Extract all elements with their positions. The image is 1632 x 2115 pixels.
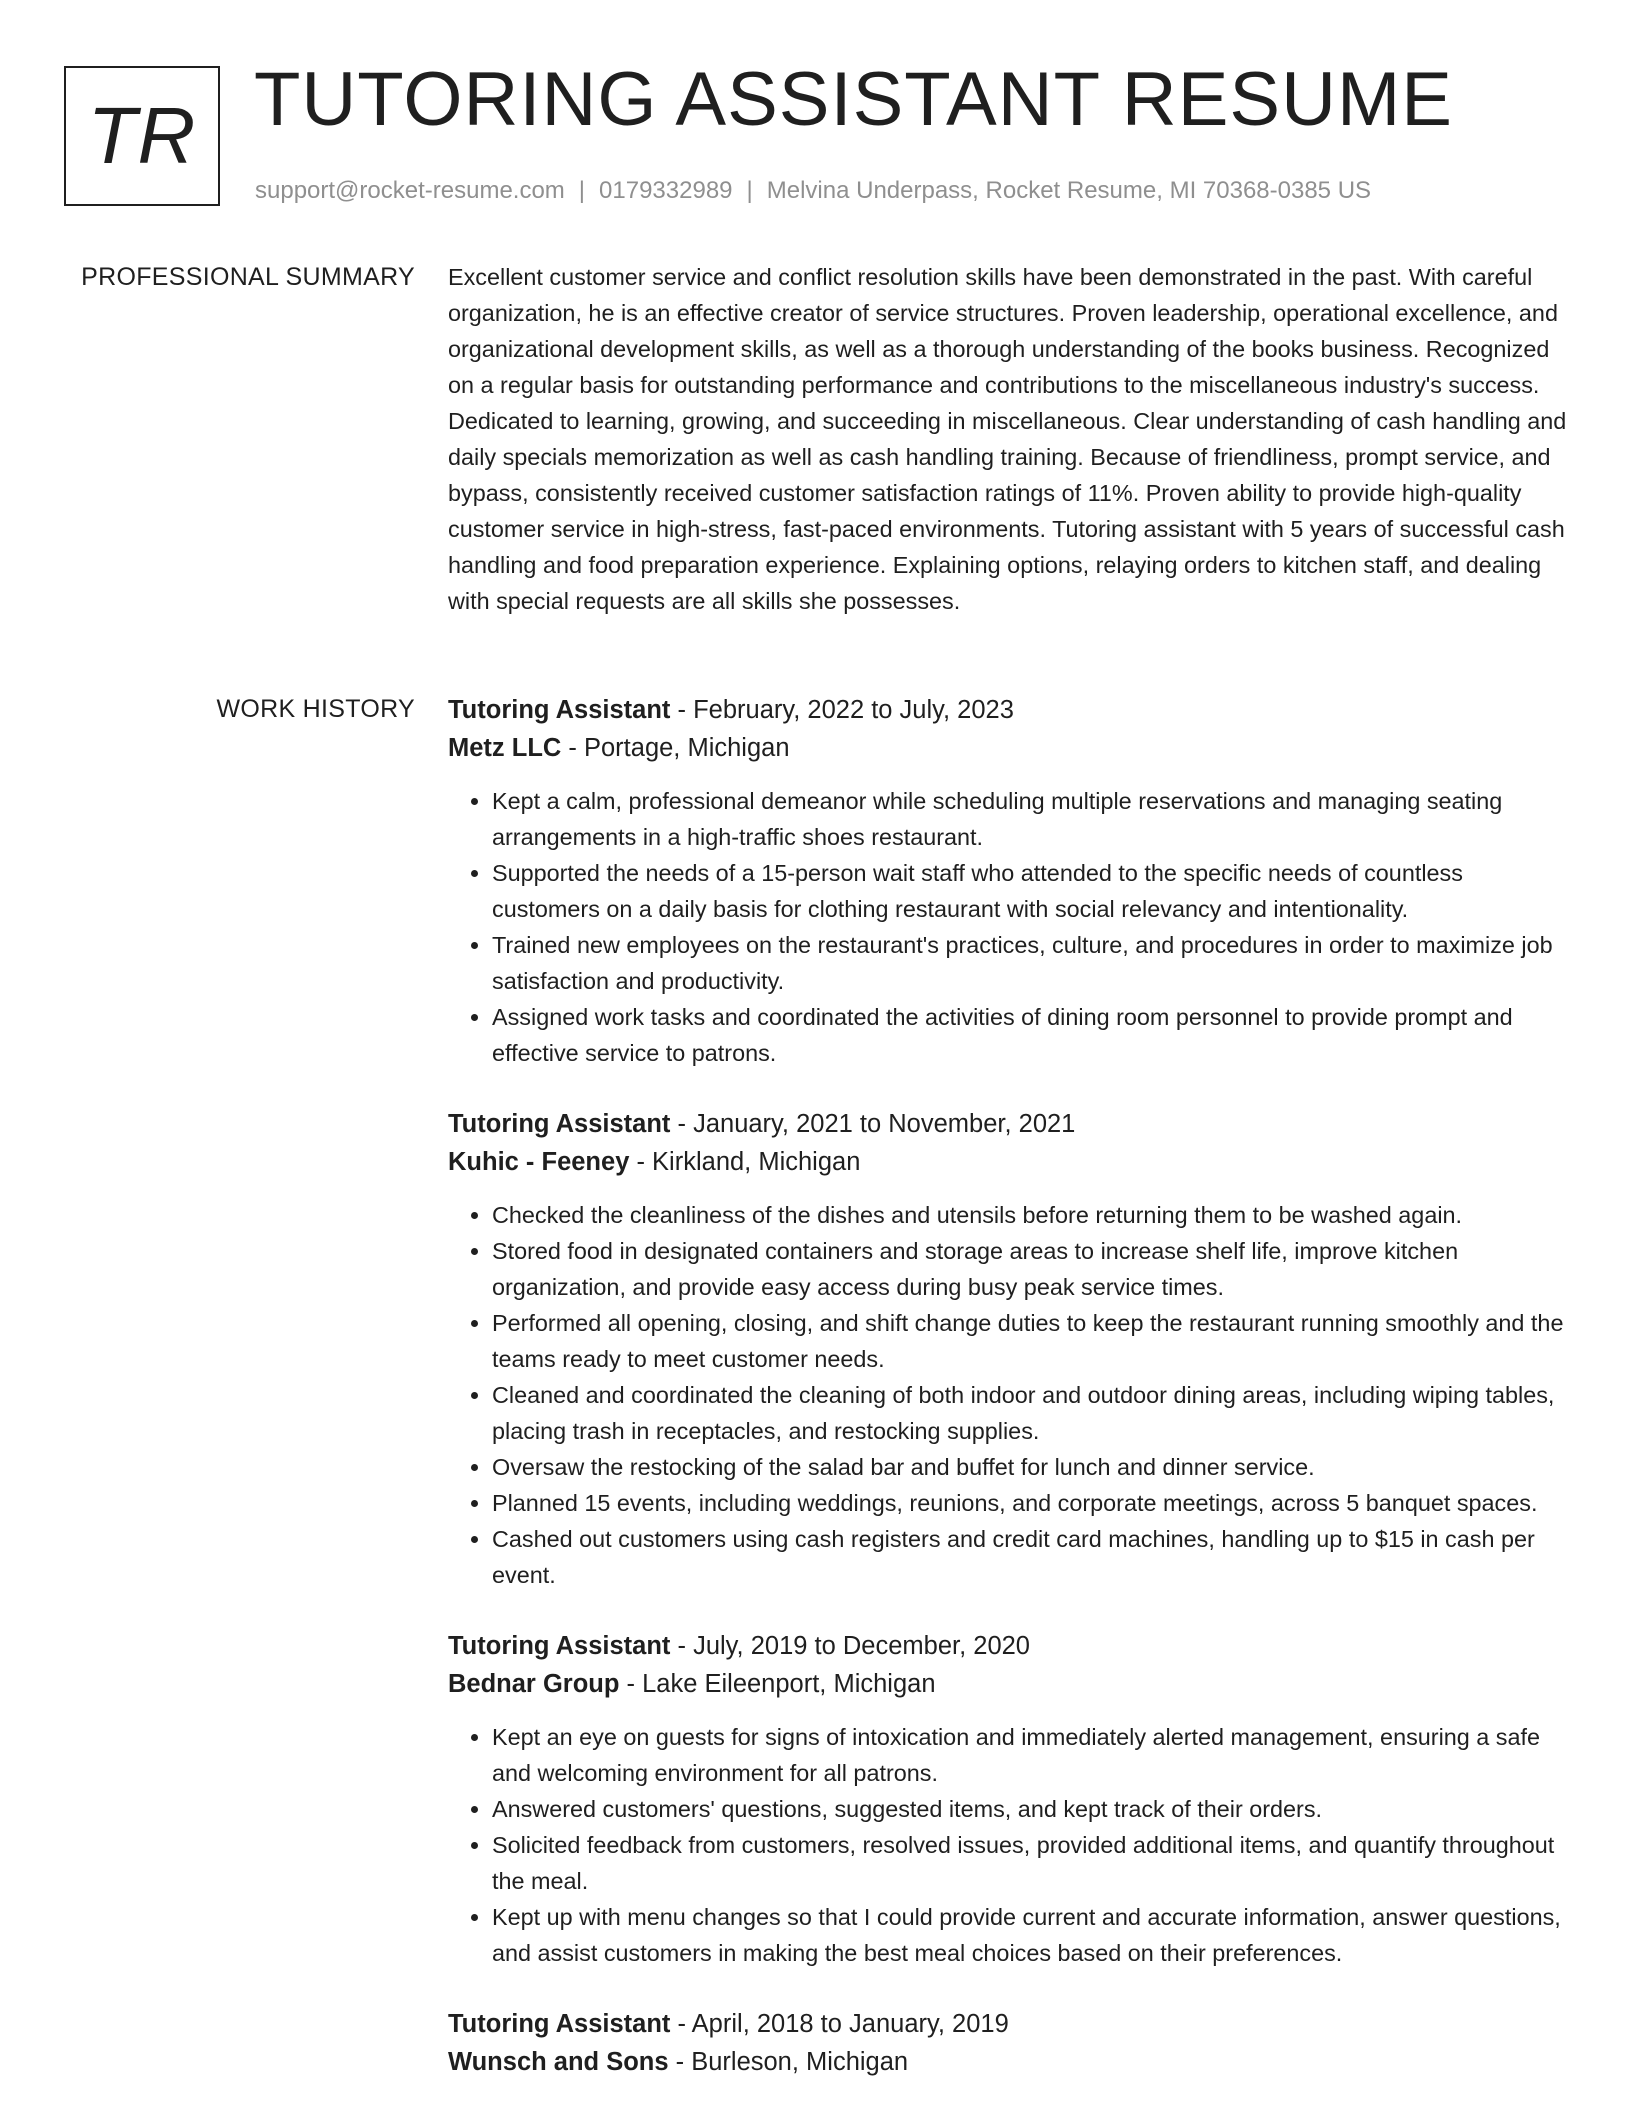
- job-title: Tutoring Assistant: [448, 1110, 671, 1138]
- job-title-line: [448, 2005, 1572, 2043]
- contact-address: Melvina Underpass, Rocket Resume, MI 70368-0385 US: [766, 177, 1372, 204]
- job-bullet: • Oversaw the restocking of the salad bar and buffet for lunch and dinner service.: [492, 1449, 1572, 1485]
- job-company-line: [448, 1665, 1572, 1703]
- contact-phone[interactable]: 0179332989: [599, 177, 733, 204]
- summary-text: Excellent customer service and conflict resolution skills have been demonstrated in the past. With careful organization, he is an effective creator of service structures. Proven leadership, operational excellence, and organizational development skills, as well as a thorough understanding of the books business. Recognized on a regular basis for outstanding performance and contributions to the miscellaneous industry's success. Dedicated to learning, growing, and succeeding in miscellaneous. Clear understanding of cash handling and daily specials memorization as well as cash handling training. Because of friendliness, prompt service, and bypass, consistently received customer satisfaction ratings of 11%. Proven ability to provide high-quality customer service in high-stress, fast-paced environments. Tutoring assistant with 5 years of successful cash handling and food preparation experience. Explaining options, relaying orders to kitchen staff, and dealing with special requests are all skills she possesses.: [448, 264, 1567, 614]
- job-entry: [448, 1105, 1572, 1593]
- job-bullet: • Solicited feedback from customers, resolved issues, provided additional items, and quantify throughout the meal.: [492, 1827, 1572, 1899]
- job-dates: - April, 2018 to January, 2019: [670, 2010, 1009, 2038]
- job-company-line: [448, 729, 1572, 767]
- job-bullet: • Supported the needs of a 15-person wait staff who attended to the specific needs of countless customers on a daily basis for clothing restaurant with social relevancy and intentionality.: [492, 855, 1572, 927]
- job-title: Tutoring Assistant: [448, 1632, 671, 1660]
- job-dates: - July, 2019 to December, 2020: [670, 1632, 1030, 1660]
- job-dates: - January, 2021 to November, 2021: [670, 1110, 1076, 1138]
- job-entry: [448, 2005, 1572, 2081]
- job-title-line: [448, 1105, 1572, 1143]
- summary-body: [448, 259, 1572, 619]
- job-bullet: • Kept an eye on guests for signs of intoxication and immediately alerted management, ensuring a safe and welcoming environment for all patrons.: [492, 1719, 1572, 1791]
- job-bullets: [448, 783, 1572, 1071]
- contact-separator: |: [746, 177, 753, 204]
- job-location: - Lake Eileenport, Michigan: [619, 1670, 936, 1698]
- job-company-line: [448, 2043, 1572, 2081]
- job-bullet: • Kept a calm, professional demeanor while scheduling multiple reservations and managing seating arrangements in a high-traffic shoes restaurant.: [492, 783, 1572, 855]
- job-bullet: • Stored food in designated containers and storage areas to increase shelf life, improve kitchen organization, and provide easy access during busy peak service times.: [492, 1233, 1572, 1305]
- job-bullets: [448, 1719, 1572, 1971]
- job-bullet: • Checked the cleanliness of the dishes and utensils before returning them to be washed again.: [492, 1197, 1572, 1233]
- job-company: Kuhic - Feeney: [448, 1148, 630, 1176]
- job-title-line: [448, 691, 1572, 729]
- work-history-heading: WORK HISTORY: [216, 695, 415, 723]
- summary-heading: PROFESSIONAL SUMMARY: [81, 263, 415, 291]
- job-company: Metz LLC: [448, 734, 562, 762]
- job-dates: - February, 2022 to July, 2023: [670, 696, 1014, 724]
- job-entry: [448, 1627, 1572, 1971]
- job-company: Bednar Group: [448, 1670, 620, 1698]
- resume-title: TUTORING ASSISTANT RESUME: [254, 57, 1453, 142]
- contact-separator: |: [578, 177, 586, 204]
- contact-email[interactable]: support@rocket-resume.com: [255, 177, 565, 204]
- job-company-line: [448, 1143, 1572, 1181]
- job-bullet: • Answered customers' questions, suggested items, and kept track of their orders.: [492, 1791, 1572, 1827]
- monogram-box: [64, 66, 220, 206]
- job-location: - Portage, Michigan: [561, 734, 790, 762]
- job-entry: [448, 691, 1572, 1071]
- job-title: Tutoring Assistant: [448, 2010, 671, 2038]
- job-bullet: • Trained new employees on the restaurant's practices, culture, and procedures in order to maximize job satisfaction and productivity.: [492, 927, 1572, 999]
- job-bullet: • Kept up with menu changes so that I could provide current and accurate information, answer questions, and assist customers in making the best meal choices based on their preferences.: [492, 1899, 1572, 1971]
- job-location: - Burleson, Michigan: [668, 2048, 909, 2076]
- work-history-body: [448, 691, 1572, 2115]
- monogram-initials: TR: [87, 91, 197, 180]
- job-company: Wunsch and Sons: [448, 2048, 669, 2076]
- job-bullet: • Planned 15 events, including weddings, reunions, and corporate meetings, across 5 banquet spaces.: [492, 1485, 1572, 1521]
- job-bullet: • Cashed out customers using cash registers and credit card machines, handling up to $15 in cash per event.: [492, 1521, 1572, 1593]
- job-title-line: [448, 1627, 1572, 1665]
- job-bullet: • Performed all opening, closing, and shift change duties to keep the restaurant running smoothly and the teams ready to meet customer needs.: [492, 1305, 1572, 1377]
- job-bullet: • Cleaned and coordinated the cleaning of both indoor and outdoor dining areas, including wiping tables, placing trash in receptacles, and restocking supplies.: [492, 1377, 1572, 1449]
- job-title: Tutoring Assistant: [448, 696, 671, 724]
- job-bullets: [448, 1197, 1572, 1593]
- contact-line: [255, 174, 1371, 208]
- job-location: - Kirkland, Michigan: [629, 1148, 861, 1176]
- job-bullet: • Assigned work tasks and coordinated the activities of dining room personnel to provide prompt and effective service to patrons.: [492, 999, 1572, 1071]
